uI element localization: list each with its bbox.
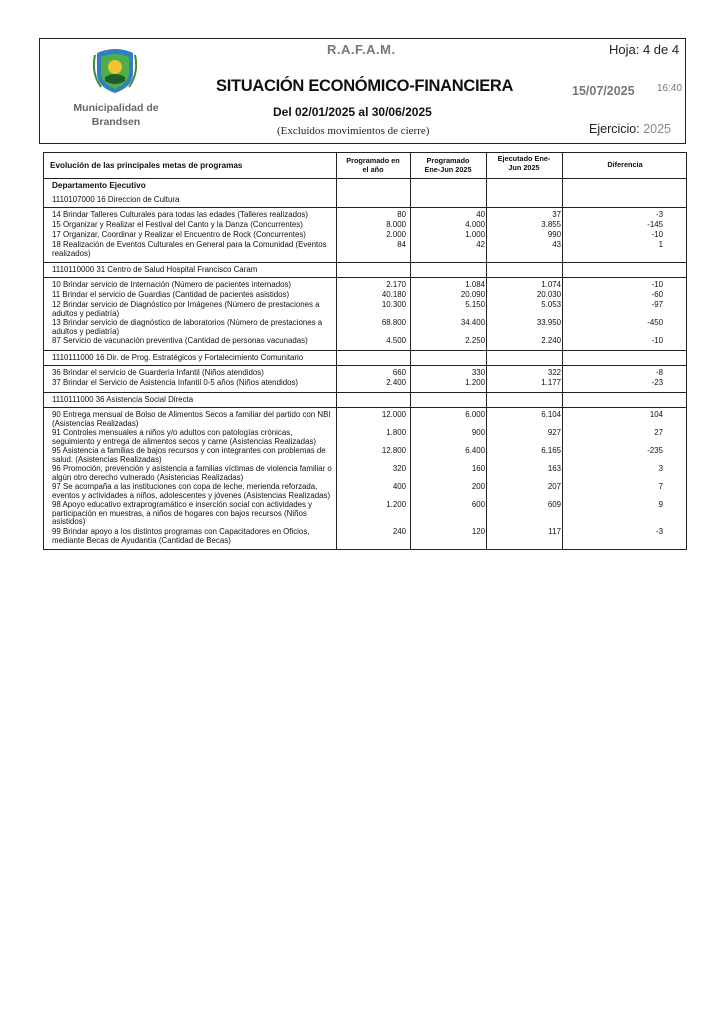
executed-period-value: 2.240 [541,336,561,345]
programmed-year-value: 2.000 [386,230,406,239]
programmed-year-value: 2.400 [386,378,406,387]
difference-value: -23 [651,378,663,387]
programmed-period-value: 1.084 [465,280,485,289]
programmed-period-value: 40 [476,210,485,219]
difference-value: -10 [651,336,663,345]
goal-description: 37 Brindar el Servicio de Asistencia Infantil 0-5 años (Niños atendidos) [52,378,299,387]
difference-value: 1 [658,240,663,249]
goal-description: 10 Brindar servicio de Internación (Número de pacientes internados) [52,280,292,289]
page-indicator: Hoja: 4 de 4 [609,42,680,57]
goal-description: 97 Se acompaña a las instituciones con copa de leche, merienda reforzada, eventos y actividades a niños, adolescentes y jóvenes (Asistencias Realizadas) [52,482,331,500]
header-goals: Evolución de las principales metas de programas [50,161,243,170]
programmed-period-value: 120 [471,527,485,536]
table-row [44,337,686,347]
department-title: Departamento Ejecutivo [52,181,146,190]
report-header [39,38,686,144]
difference-value: 3 [658,464,663,473]
executed-period-value: 3.855 [541,220,561,229]
programmed-year-value: 84 [397,240,406,249]
programmed-year-value: 40.180 [381,290,406,299]
program-title: 1110111000 16 Dir. de Prog. Estratégicos y Fortalecimiento Comunitario [44,351,686,366]
program-title: 1110111000 36 Asistencia Social Directa [44,393,686,408]
difference-value: -3 [655,210,663,219]
programmed-period-value: 900 [471,428,485,437]
programmed-year-value: 68.800 [381,318,406,327]
executed-period-value: 117 [548,527,561,536]
executed-period-value: 207 [547,482,561,491]
programmed-period-value: 1.200 [465,378,485,387]
executed-period-value: 1.177 [541,378,561,387]
programmed-year-value: 12.000 [381,410,406,419]
header-programmed-year: Programado en el año [346,156,400,174]
programmed-period-value: 2.250 [465,336,485,345]
goal-description: 14 Brindar Talleres Culturales para todas las edades (Talleres realizados) [52,210,308,219]
difference-value: -145 [647,220,663,229]
executed-period-value: 37 [552,210,561,219]
table-row [44,301,686,319]
goal-description: 18 Realización de Eventos Culturales en General para la Comunidad (Eventos realizados) [52,240,327,258]
goal-description: 15 Organizar y Realizar el Festival del Canto y la Danza (Concurrentes) [52,220,303,229]
table-row [44,501,686,528]
goal-description: 96 Promoción, prevención y asistencia a familias víctimas de violencia familiar o algún otro derecho vulnerado (Asistencias Realizadas) [52,464,332,482]
goal-description: 98 Apoyo educativo extraprogramático e inserción social con actividades y participación en muestras, a niños de hogares con bajos recursos (Niños asistidos) [52,500,313,527]
programmed-period-value: 330 [471,368,485,377]
executed-period-value: 163 [547,464,561,473]
header-difference: Diferencia [607,160,643,169]
difference-value: 27 [654,428,663,437]
municipality-name: Municipalidad de Brandsen [73,102,159,128]
programmed-period-value: 1.000 [465,230,485,239]
programmed-year-value: 320 [392,464,406,473]
programmed-period-value: 6.400 [465,446,485,455]
goal-description: 36 Brindar el servicio de Guardería Infantil (Niños atendidos) [52,368,264,377]
difference-value: -10 [651,280,663,289]
executed-period-value: 609 [547,500,561,509]
executed-period-value: 6.165 [541,446,561,455]
programmed-year-value: 660 [392,368,406,377]
difference-value: -235 [647,446,663,455]
executed-period-value: 990 [547,230,561,239]
header-executed-period: Ejecutado Ene-Jun 2025 [497,154,551,172]
goal-description: 87 Servicio de vacunación preventiva (Cantidad de personas vacunadas) [52,336,308,345]
difference-value: -450 [647,318,663,327]
executed-period-value: 33.950 [536,318,561,327]
program-goals-table [43,152,687,550]
programmed-year-value: 1.800 [386,428,406,437]
programmed-period-value: 6.000 [465,410,485,419]
goal-description: 17 Organizar, Coordinar y Realizar el Encuentro de Rock (Concurrentes) [52,230,306,239]
programmed-period-value: 42 [476,240,485,249]
executed-period-value: 927 [547,428,561,437]
difference-value: 9 [658,500,663,509]
program-title: 1110107000 16 Direccion de Cultura [44,193,686,208]
goal-description: 95 Asistencia a familias de bajos recursos y con integrantes con problemas de salud. (Asistencias Realizadas) [52,446,326,464]
table-row [44,241,686,259]
table-row [44,429,686,447]
programmed-period-value: 4.000 [465,220,485,229]
programmed-year-value: 10.300 [381,300,406,309]
table-row [44,465,686,483]
executed-period-value: 43 [552,240,561,249]
programmed-period-value: 160 [471,464,485,473]
programmed-year-value: 400 [392,482,406,491]
programmed-year-value: 2.170 [386,280,406,289]
executed-period-value: 5.053 [541,300,561,309]
programmed-year-value: 80 [397,210,406,219]
table-row [44,447,686,465]
programmed-year-value: 240 [392,527,406,536]
programmed-period-value: 20.090 [460,290,485,299]
report-note: (Excluidos movimientos de cierre) [277,125,430,137]
programmed-year-value: 1.200 [386,500,406,509]
difference-value: -10 [651,230,663,239]
goal-description: 91 Controles mensuales a niños y/o adultos con patologías crónicas, seguimiento y entrega de alimentos secos y carne (Asistencias Realizadas) [52,428,317,446]
program-title: 1110110000 31 Centro de Salud Hospital Francisco Caram [44,263,686,278]
programmed-year-value: 4.500 [386,336,406,345]
report-period: Del 02/01/2025 al 30/06/2025 [273,105,432,119]
programmed-period-value: 34.400 [460,318,485,327]
header-programmed-period: Programado Ene-Jun 2025 [424,156,472,174]
report-title: SITUACIÓN ECONÓMICO-FINANCIERA [216,77,514,95]
difference-value: -97 [651,300,663,309]
executed-period-value: 6.104 [541,410,561,419]
table-row [44,483,686,501]
goal-description: 13 Brindar servicio de diagnóstico de laboratorios (Número de prestaciones a adultos y pediatría) [52,318,323,336]
table-row [44,411,686,429]
difference-value: -60 [651,290,663,299]
executed-period-value: 322 [547,368,561,377]
difference-value: 104 [649,410,663,419]
exercise-label-text: Ejercicio: [589,122,640,136]
programmed-year-value: 8.000 [386,220,406,229]
exercise-year: 2025 [643,122,672,136]
table-row [44,319,686,337]
table-header [44,153,686,179]
system-name: R.A.F.A.M. [327,42,396,57]
table-row [44,379,686,389]
programmed-year-value: 12.800 [381,446,406,455]
programmed-period-value: 5.150 [465,300,485,309]
executed-period-value: 1.074 [541,280,561,289]
difference-value: -3 [655,527,663,536]
difference-value: -8 [655,368,663,377]
goal-description: 90 Entrega mensual de Bolso de Alimentos Secos a familiar del partido con NBI (Asistencias Realizadas) [52,410,331,428]
exercise-label [589,122,671,136]
goal-description: 12 Brindar servicio de Diagnóstico por Imágenes (Número de prestaciones a adultos y pediatría) [52,300,320,318]
executed-period-value: 20.030 [536,290,561,299]
difference-value: 7 [658,482,663,491]
report-date: 15/07/2025 [572,84,635,98]
table-row [44,528,686,546]
goal-description: 99 Brindar apoyo a los distintos programas con Capacitadores en Oficios, mediante Becas de Ayudantía (Cantidad de Becas) [52,527,310,545]
report-time: 16:40 [657,83,683,94]
municipality-shield-logo [93,43,137,95]
goal-description: 11 Brindar el servicio de Guardias (Cantidad de pacientes asistidos) [52,290,290,299]
programmed-period-value: 600 [471,500,485,509]
programmed-period-value: 200 [471,482,485,491]
